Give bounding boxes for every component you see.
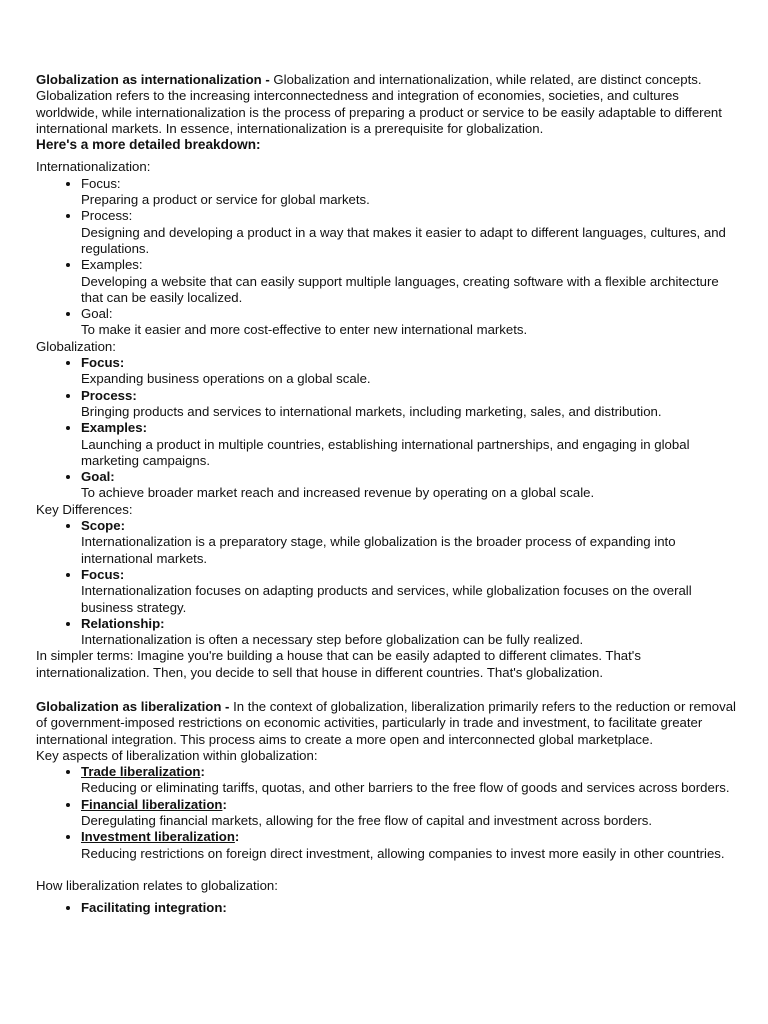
simpler-terms-paragraph: In simpler terms: Imagine you're building a house that can be easily adapted to different climates. That's internationalization. Then, you decide to sell that house in different countries. That's globalization. <box>36 648 641 680</box>
item-term: • Examples: <box>81 420 147 436</box>
item-desc: Internationalization is often a necessary step before globalization can be fully realized. <box>81 632 584 648</box>
list-item <box>81 900 736 916</box>
internationalization-label: Internationalization: <box>36 159 151 175</box>
relates-label: How liberalization relates to globalization: <box>36 877 278 893</box>
item-desc: Reducing or eliminating tariffs, quotas, and other barriers to the free flow of goods and services across borders. <box>81 780 730 796</box>
item-term: • Process: <box>81 387 137 403</box>
item-desc: To make it easier and more cost-effective to enter new international markets. <box>81 322 528 338</box>
section1-intro <box>36 72 736 137</box>
item-desc: Internationalization focuses on adapting products and services, while globalization focuses on the overall business strategy. <box>81 583 692 615</box>
list-item <box>81 616 736 649</box>
section1-intro-text: Globalization and internationalization, while related, are distinct concepts. Globalization refers to the increasing interconnectedness and integration of economies, societies, and cultures worldwide, while internationalization is the process of preparing a product or service to be easily adaptable to different international markets. In essence, internationalization is a prerequisite for globalization. <box>36 72 722 136</box>
item-desc: Internationalization is a preparatory stage, while globalization is the broader process of expanding into international markets. <box>81 534 676 566</box>
internationalization-list <box>36 176 736 339</box>
item-term: • Process: <box>81 208 133 224</box>
item-desc: Developing a website that can easily support multiple languages, creating software with a flexible architecture that can be easily localized. <box>81 273 719 305</box>
list-item <box>81 797 736 830</box>
item-term: • Facilitating integration: <box>81 900 227 916</box>
list-item <box>81 388 736 421</box>
item-term: • Focus: <box>81 175 121 191</box>
item-desc: To achieve broader market reach and increased revenue by operating on a global scale. <box>81 485 595 501</box>
item-desc: Expanding business operations on a global scale. <box>81 371 371 387</box>
list-item <box>81 208 736 257</box>
item-term: • Focus: <box>81 355 125 371</box>
item-term: Trade liberalization <box>81 764 201 780</box>
item-desc: Deregulating financial markets, allowing for the free flow of capital and investment across borders. <box>81 813 653 829</box>
aspects-list <box>36 764 736 862</box>
item-desc: Launching a product in multiple countries, establishing international partnerships, and engaging in global marketing campaigns. <box>81 436 690 468</box>
item-colon: : <box>222 796 227 812</box>
document-page <box>36 72 736 917</box>
list-item <box>81 567 736 616</box>
globalization-label: Globalization: <box>36 338 116 354</box>
item-term: Financial liberalization <box>81 796 223 812</box>
list-item <box>81 257 736 306</box>
item-term: Investment liberalization <box>81 829 235 845</box>
section2-intro <box>36 699 736 748</box>
item-term: • Relationship: <box>81 615 165 631</box>
item-term: • Examples: <box>81 257 143 273</box>
breakdown-heading: Here's a more detailed breakdown: <box>36 137 261 153</box>
list-item <box>81 764 736 797</box>
item-term: • Scope: <box>81 518 125 534</box>
item-desc: Preparing a product or service for global markets. <box>81 192 370 208</box>
aspects-label: Key aspects of liberalization within globalization: <box>36 747 318 763</box>
list-item <box>81 420 736 469</box>
list-item <box>81 829 736 862</box>
section2-intro-text: In the context of globalization, liberalization primarily refers to the reduction or removal of government-imposed restrictions on economic activities, particularly in trade and investment, to facilitate greater international integration. This process aims to create a more open and interconnected global marketplace. <box>36 698 736 747</box>
item-desc: Designing and developing a product in a way that makes it easier to adapt to different languages, cultures, and regulations. <box>81 224 726 256</box>
list-item <box>81 518 736 567</box>
list-item <box>81 306 736 339</box>
item-term: • Focus: <box>81 566 125 582</box>
item-desc: Bringing products and services to international markets, including marketing, sales, and distribution. <box>81 403 662 419</box>
item-term: • Goal: <box>81 469 115 485</box>
section2-lead: Globalization as liberalization - <box>36 698 230 714</box>
section1-lead: Globalization as internationalization - <box>36 72 270 87</box>
item-term: • Goal: <box>81 306 113 322</box>
item-desc: Reducing restrictions on foreign direct investment, allowing companies to invest more easily in other countries. <box>81 845 725 861</box>
list-item <box>81 355 736 388</box>
relates-list <box>36 900 736 916</box>
globalization-list <box>36 355 736 502</box>
differences-label: Key Differences: <box>36 501 133 517</box>
item-colon: : <box>200 764 205 780</box>
item-colon: : <box>234 829 240 845</box>
list-item <box>81 176 736 209</box>
list-item <box>81 469 736 502</box>
differences-list <box>36 518 736 648</box>
